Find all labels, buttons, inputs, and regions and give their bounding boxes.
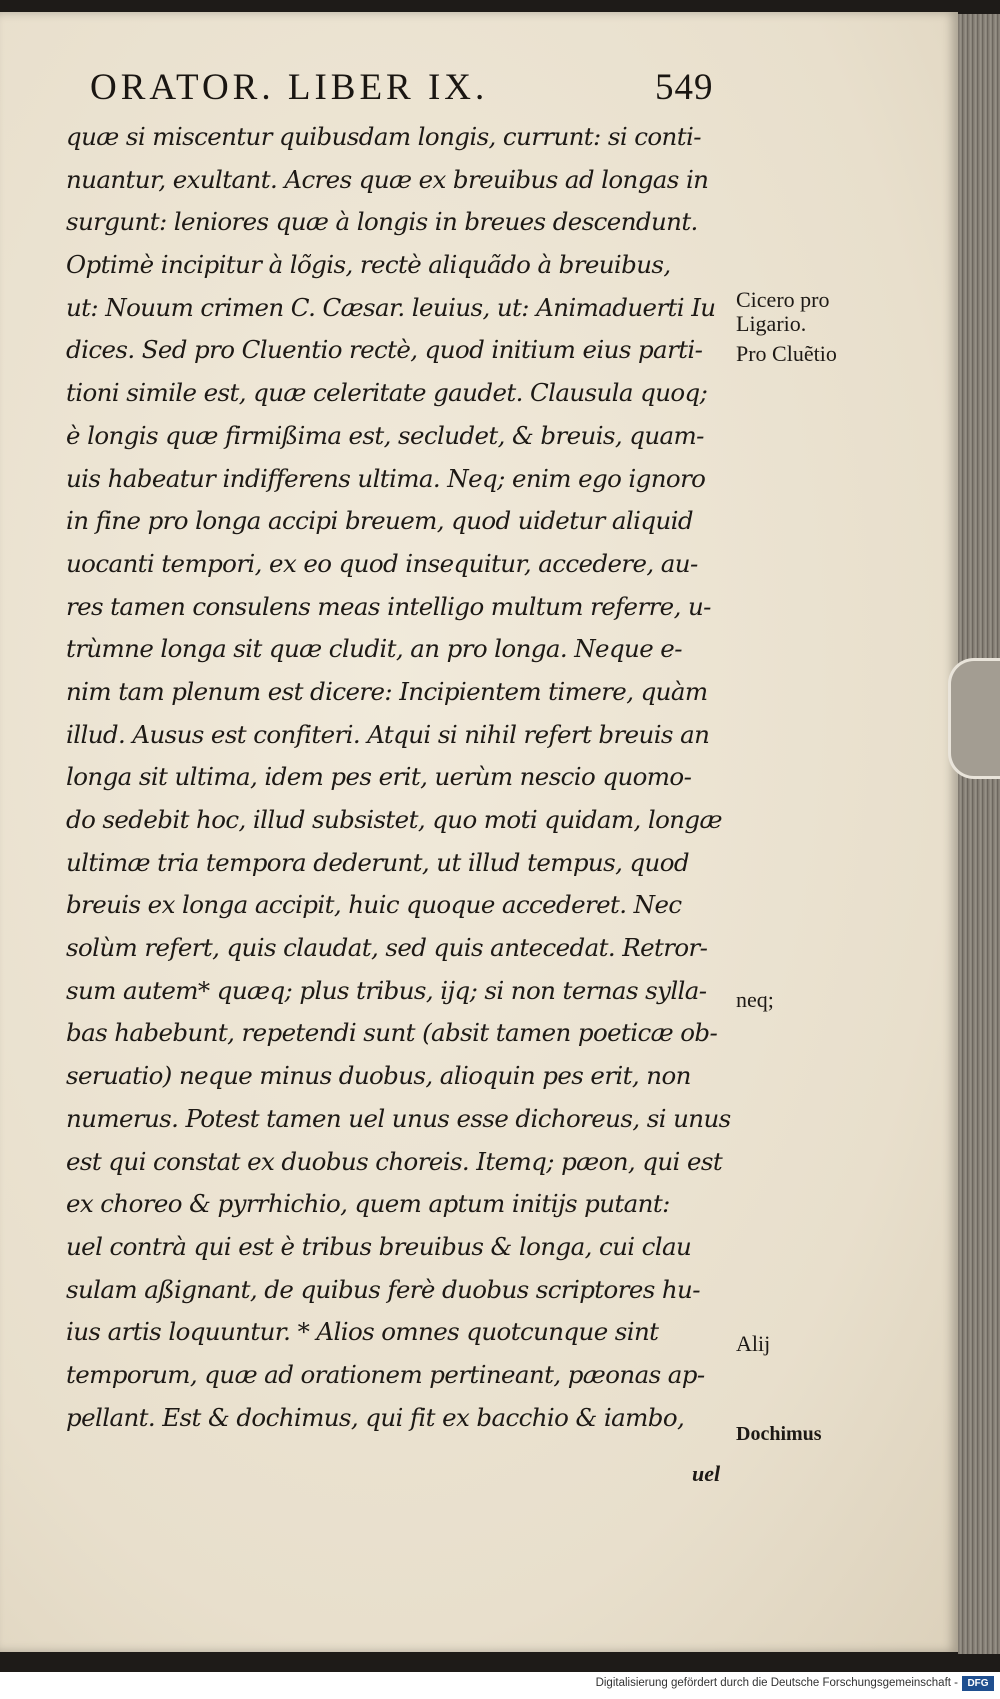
text-line: solùm refert, quis claudat, sed quis antecedat. Retror- xyxy=(66,933,708,963)
margin-note-cicero-pro: Cicero pro xyxy=(736,287,830,312)
text-line: longa sit ultima, idem pes erit, uerùm nescio quomo- xyxy=(66,762,692,792)
text-line: in fine pro longa accipi breuem, quod uidetur aliquid xyxy=(66,506,693,536)
text-line: surgunt: leniores quæ à longis in breues descendunt. xyxy=(66,207,698,237)
page-clip-tab xyxy=(948,658,1000,779)
body-text xyxy=(66,116,742,1439)
text-line: seruatio) neque minus duobus, alioquin pes erit, non xyxy=(66,1061,691,1091)
text-line: temporum, quæ ad orationem pertineant, pæonas ap- xyxy=(66,1359,705,1389)
digitization-credit: Digitalisierung gefördert durch die Deutsche Forschungsgemeinschaft - xyxy=(595,1677,958,1689)
margin-note-pro-cluentio: Pro Cluẽtio xyxy=(736,341,837,366)
text-line: nuantur, exultant. Acres quæ ex breuibus ad longas in xyxy=(66,164,709,194)
text-line: pellant. Est & dochimus, qui fit ex bacchio & iambo, xyxy=(66,1402,685,1432)
text-line: ex choreo & pyrrhichio, quem aptum initijs putant: xyxy=(66,1189,670,1219)
text-line: Optimè incipitur à lõgis, rectè aliquãdo à breuibus, xyxy=(66,250,671,280)
dfg-logo: DFG xyxy=(962,1676,994,1691)
text-line: uis habeatur indifferens ultima. Neq; enim ego ignoro xyxy=(66,463,706,493)
text-line: trùmne longa sit quæ cludit, an pro longa. Neque e- xyxy=(66,634,682,664)
text-line: sulam aßignant, de quibus ferè duobus scriptores hu- xyxy=(66,1274,700,1304)
text-line: è longis quæ firmißima est, secludet, & breuis, quam- xyxy=(66,420,704,450)
margin-note-dochimus: Dochimus xyxy=(736,1423,822,1445)
margin-note-ligario: Ligario. xyxy=(736,311,807,336)
text-line: uel contrà qui est è tribus breuibus & longa, cui clau xyxy=(66,1231,692,1261)
text-line: uocanti tempori, ex eo quod insequitur, accedere, au- xyxy=(66,548,698,578)
text-line: numerus. Potest tamen uel unus esse dichoreus, si unus xyxy=(66,1103,731,1133)
page-number: 549 xyxy=(655,67,714,108)
book-fore-edge xyxy=(958,14,1000,1654)
text-line: ius artis loquuntur. * Alios omnes quotcunque sint xyxy=(66,1317,659,1347)
page-header xyxy=(90,66,730,114)
running-head: ORATOR. LIBER IX. xyxy=(90,67,489,108)
text-line: do sedebit hoc, illud subsistet, quo moti quidam, longæ xyxy=(66,805,722,834)
text-line: quæ si miscentur quibusdam longis, currunt: si conti- xyxy=(66,122,701,151)
text-line: breuis ex longa accipit, huic quoque accederet. Nec xyxy=(66,890,682,920)
text-line: ultimæ tria tempora dederunt, ut illud tempus, quod xyxy=(66,847,689,877)
margin-note-neq: neq; xyxy=(736,987,774,1012)
margin-note-alij: Alij xyxy=(736,1331,771,1356)
text-line: illud. Ausus est confiteri. Atqui si nihil refert breuis an xyxy=(66,719,710,749)
text-line: bas habebunt, repetendi sunt (absit tamen poeticæ ob- xyxy=(66,1018,718,1048)
text-line: sum autem* quæq; plus tribus, ijq; si non ternas sylla- xyxy=(66,975,707,1005)
text-line: nim tam plenum est dicere: Incipientem timere, quàm xyxy=(66,676,708,706)
text-line: tioni simile est, quæ celeritate gaudet. Clausula quoq; xyxy=(66,378,708,408)
text-line: ut: Nouum crimen C. Cæsar. leuius, ut: Animaduerti Iu xyxy=(66,292,716,322)
footer-bar xyxy=(0,1672,1000,1699)
catchword: uel xyxy=(692,1461,721,1486)
text-line: res tamen consulens meas intelligo multum referre, u- xyxy=(66,591,711,621)
text-line: est qui constat ex duobus choreis. Itemq; pæon, qui est xyxy=(66,1146,723,1176)
text-line: dices. Sed pro Cluentio rectè, quod initium eius parti- xyxy=(66,335,703,365)
